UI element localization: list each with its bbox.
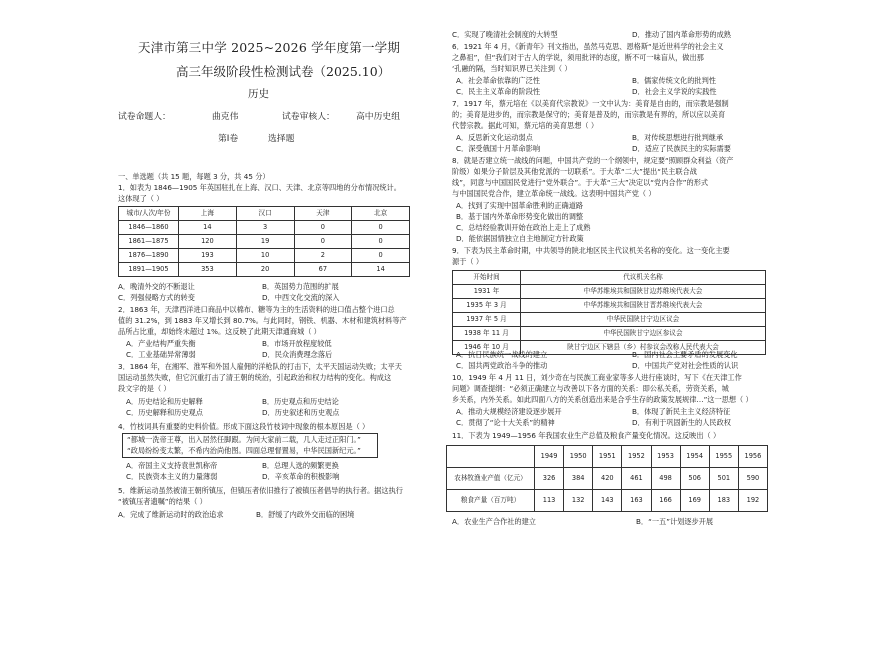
q5-option-d[interactable]: D．推动了国内革命形势的成熟 <box>632 30 731 39</box>
q11-option-a[interactable]: A．农业生产合作社的建立 <box>452 517 536 526</box>
q1-option-c[interactable]: C．列强侵略方式的转变 <box>118 293 195 302</box>
table-cell: 0 <box>352 235 410 249</box>
table-cell: 0 <box>352 221 410 235</box>
table-cell: 166 <box>651 490 680 512</box>
q1-header-cell: 汉口 <box>236 207 294 221</box>
table-cell: 163 <box>622 490 651 512</box>
table-cell: 1938 年 11 月 <box>453 327 521 341</box>
q6-stem-2: 之鼻祖”，但“我们对于古人的学说，须用批评的态度，断不可一味盲从，做出那 <box>452 53 704 62</box>
q2-stem-3: 品所占比重，却始终未超过 1%。这反映了此期天津通商城（ ） <box>118 327 321 336</box>
q8-option-c[interactable]: C．总结经验教训开始在政治上走上了成熟 <box>456 223 591 232</box>
q9-header-cell: 开始时间 <box>453 271 521 285</box>
table-cell: 192 <box>738 490 767 512</box>
q9-option-d[interactable]: D．中国共产党对社会性质的认识 <box>632 361 739 370</box>
q4-quote-box <box>122 433 378 458</box>
table-row <box>447 468 768 490</box>
table-cell: 384 <box>564 468 593 490</box>
volume-label: 第Ⅰ卷 <box>218 134 239 144</box>
q1-table <box>118 206 410 277</box>
year-cell: 1949 <box>535 446 564 468</box>
q9-stem-2: 源于（ ） <box>452 257 484 266</box>
table-cell: 1861—1875 <box>119 235 179 249</box>
q1-header-cell: 北京 <box>352 207 410 221</box>
q8-option-b[interactable]: B．基于国内外革命形势变化做出的调整 <box>456 212 584 221</box>
table-row <box>453 327 766 341</box>
q8-stem-3: 线”，同意与中国国民党进行“党外联合”。于大革“三大”决定以“党内合作”的形式 <box>452 178 709 187</box>
q11-stem: 11．下表为 1949—1956 年我国农业生产总值及粮食产量变化情况。这反映出（ ） <box>452 431 721 440</box>
q3-stem-2: 国运动虽然失败，但它沉重打击了清王朝的统治，引起政治和权力结构的变化。构成这 <box>118 373 392 382</box>
q9-option-b[interactable]: B．国内社会主要矛盾的发展变化 <box>632 350 738 359</box>
table-cell: 2 <box>294 249 352 263</box>
q11-table-header <box>447 446 768 468</box>
q2-option-b[interactable]: B．市场开放程度较低 <box>262 339 332 348</box>
year-cell: 1954 <box>680 446 709 468</box>
table-cell: 183 <box>709 490 738 512</box>
q3-option-a[interactable]: A．历史结论和历史解释 <box>126 397 203 406</box>
q6-option-a[interactable]: A．社会革命依靠的广泛性 <box>456 76 540 85</box>
table-cell: 陕甘宁边区下辖县（乡）村参议会改称人民代表大会 <box>521 341 766 355</box>
table-cell: 326 <box>535 468 564 490</box>
table-cell: 67 <box>294 263 352 277</box>
q7-option-b[interactable]: B．对传统思想进行批判继承 <box>632 133 724 142</box>
table-cell: 中华民国陕甘宁边区议会 <box>521 313 766 327</box>
year-cell: 1953 <box>651 446 680 468</box>
q7-option-c[interactable]: C．深受俄国十月革命影响 <box>456 144 541 153</box>
q7-option-d[interactable]: D．适应了民族民主的实际需要 <box>632 144 731 153</box>
q10-stem-1: 10．1949 年 4 月 11 日，刘少奇在与民族工商业家等多人进行座谈时，写下《在天津工作 <box>452 373 742 382</box>
reviewer-label: 试卷审核人： <box>282 112 335 122</box>
table-cell: 19 <box>236 235 294 249</box>
table-cell: 353 <box>179 263 237 277</box>
q1-option-a[interactable]: A．晚清外交的不断退让 <box>118 282 195 291</box>
table-cell: 506 <box>680 468 709 490</box>
year-cell: 1955 <box>709 446 738 468</box>
q6-option-c[interactable]: C．民主主义革命的阶段性 <box>456 87 541 96</box>
table-cell: 3 <box>236 221 294 235</box>
q6-option-d[interactable]: D．社会主义学说的实践性 <box>632 87 717 96</box>
year-cell: 1956 <box>738 446 767 468</box>
q8-option-d[interactable]: D．能依据国情独立自主地制定方针政策 <box>456 234 584 243</box>
table-row <box>119 249 410 263</box>
q10-option-b[interactable]: B．体现了新民主主义经济特征 <box>632 407 731 416</box>
q2-option-a[interactable]: A．产业结构严重失衡 <box>126 339 196 348</box>
q2-stem-2: 值的 31.2%，到 1883 年又增长到 80.7%。与此同时，钢铁、机器、木材和建筑材料等产 <box>118 316 407 325</box>
q3-option-b[interactable]: B．历史观点和历史结论 <box>262 397 339 406</box>
table-cell: 中华苏维埃共和国陕甘边苏维埃代表大会 <box>521 285 766 299</box>
q9-table <box>452 270 766 355</box>
table-cell: 10 <box>236 249 294 263</box>
table-cell: 0 <box>352 249 410 263</box>
q6-stem-1: 6．1921 年 4 月，《新青年》刊文指出，虽然马克思、恩格斯“是近世科学的社会主义 <box>452 42 724 51</box>
q1-stem: 1．如表为 1846—1905 年英国驻扎在上海、汉口、天津、北京等四地的分布情况统计。 <box>118 183 401 192</box>
q9-stem-1: 9．下表为民主革命时期，中共领导的陕北地区民主代议机关名称的变化。这一变化主要 <box>452 246 730 255</box>
table-cell: 1891—1905 <box>119 263 179 277</box>
table-row <box>447 490 768 512</box>
q9-option-a[interactable]: A．抗日民族统一战线的建立 <box>456 350 548 359</box>
q3-stem-3: 段文字的是（ ） <box>118 384 171 393</box>
table-cell: 501 <box>709 468 738 490</box>
q4-quote-2: “政局纷纷变太繁，不希内治尚他图。四面总理督置易，中华民国新纪元。” <box>127 446 361 455</box>
table-cell: 461 <box>622 468 651 490</box>
q4-quote-1: “都城一洗帝王尊，出入居然任脚跟。为问大家前二载，几人走过正阳门。” <box>127 435 361 444</box>
year-cell: 1952 <box>622 446 651 468</box>
table-cell: 132 <box>564 490 593 512</box>
table-cell: 1846—1860 <box>119 221 179 235</box>
table-cell: 0 <box>294 235 352 249</box>
table-cell: 0 <box>294 221 352 235</box>
q8-stem-2: 阶级）如果分子阶层及其他党派的一切联系”。于大革“二大”提出“民主联合战 <box>452 167 697 176</box>
exam-subtitle: 高三年级阶段性检测试卷（2025.10） <box>176 64 391 79</box>
table-cell: 1937 年 5 月 <box>453 313 521 327</box>
section-title: 一、单选题（共 15 题，每题 3 分，共 45 分） <box>118 172 270 181</box>
q8-stem-1: 8．就是否建立统一战线的问题，中国共产党的一个纲领中，规定要“照顾群众利益（资产 <box>452 156 734 165</box>
table-cell: 120 <box>179 235 237 249</box>
q5-option-a[interactable]: A．完成了维新运动时的政治追求 <box>118 510 224 519</box>
table-cell: 1931 年 <box>453 285 521 299</box>
table-cell: 20 <box>236 263 294 277</box>
q8-option-a[interactable]: A．找到了实现中国革命胜利的正确道路 <box>456 201 584 210</box>
q4-option-c[interactable]: C．民族资本主义的力量薄弱 <box>126 472 218 481</box>
q3-stem-1: 3．1864 年，在湘军、淮军和外国人雇佣的洋枪队的打击下，太平天国运动失败；太平天 <box>118 362 402 371</box>
year-cell: 1951 <box>593 446 622 468</box>
setter-label: 试卷命题人： <box>118 112 171 122</box>
row-label: 农林牧渔业产值（亿元） <box>447 468 535 490</box>
q10-option-d[interactable]: D．有利于巩固新生的人民政权 <box>632 418 731 427</box>
reviewer-name: 高中历史组 <box>356 112 400 122</box>
q6-stem-3: ‘孔融的隔，当时知识界已关注到（ ） <box>452 64 572 73</box>
q1-header-cell: 上海 <box>179 207 237 221</box>
q5-stem-2: “被镇压者遗嘱”的结果（ ） <box>118 497 207 506</box>
q4-option-a[interactable]: A．帝国主义支持袁世凯称帝 <box>126 461 218 470</box>
q1-option-b[interactable]: B．英国势力范围的扩展 <box>262 282 339 291</box>
table-cell: 中华民国陕甘宁边区参议会 <box>521 327 766 341</box>
table-cell: 113 <box>535 490 564 512</box>
q1-table-header <box>119 207 410 221</box>
volume-type: 选择题 <box>268 134 295 144</box>
q11-table <box>446 445 768 512</box>
q3-option-c[interactable]: C．历史解释和历史观点 <box>126 408 203 417</box>
q1-header-cell: 城市/人次/年份 <box>119 207 179 221</box>
q6-option-b[interactable]: B．儒家传统文化的批判性 <box>632 76 716 85</box>
year-cell: 1950 <box>564 446 593 468</box>
exam-subject: 历史 <box>248 88 269 100</box>
q1-stem-2: 这体现了（ ） <box>118 194 164 203</box>
table-row <box>453 285 766 299</box>
table-cell: 1876—1890 <box>119 249 179 263</box>
q1-option-d[interactable]: D．中西文化交流的深入 <box>262 293 340 302</box>
q4-option-b[interactable]: B．总理人选的频繁更换 <box>262 461 339 470</box>
q9-option-c[interactable]: C．国共两党政治斗争的推动 <box>456 361 548 370</box>
q7-stem-3: 代替宗教。据此可知，蔡元培的美育思想（ ） <box>452 121 599 130</box>
exam-title: 天津市第三中学 2025~2026 学年度第一学期 <box>138 40 401 55</box>
q8-stem-4: 与中国国民党合作，建立革命统一战线。这表明中国共产党（ ） <box>452 189 656 198</box>
q3-option-d[interactable]: D．历史叙述和历史观点 <box>262 408 340 417</box>
q2-stem-1: 2．1863 年，天津西洋进口商品中以棉布、糖等为主的生活资料的进口值占整个进口总 <box>118 305 395 314</box>
row-label: 粮食产量（百万吨） <box>447 490 535 512</box>
q10-stem-2: 问题》调查提纲：“必须正确建立与改善以下各方面的关系：即公私关系，劳资关系，城 <box>452 384 729 393</box>
table-cell: 590 <box>738 468 767 490</box>
table-cell: 193 <box>179 249 237 263</box>
q1-header-cell: 天津 <box>294 207 352 221</box>
table-cell: 14 <box>179 221 237 235</box>
table-cell <box>447 446 535 468</box>
q7-option-a[interactable]: A．反思新文化运动弱点 <box>456 133 533 142</box>
table-row <box>119 235 410 249</box>
q10-stem-3: 乡关系，内外关系。如此四面八方的关系创造出来是合乎生存的政策发展规律…”这一思想（ ） <box>452 395 753 404</box>
table-cell: 1946 年 10 月 <box>453 341 521 355</box>
table-cell: 169 <box>680 490 709 512</box>
table-row <box>453 299 766 313</box>
q10-option-c[interactable]: C．贯彻了“论十大关系”的精神 <box>456 418 555 427</box>
table-cell: 498 <box>651 468 680 490</box>
table-cell: 14 <box>352 263 410 277</box>
table-cell: 420 <box>593 468 622 490</box>
table-row <box>119 263 410 277</box>
q9-header-cell: 代议机关名称 <box>521 271 766 285</box>
q7-stem-1: 7．1917 年，蔡元培在《以美育代宗教说》一文中认为：美育是自由的，而宗教是强制 <box>452 99 729 108</box>
table-cell: 143 <box>593 490 622 512</box>
q10-option-a[interactable]: A．推动大规模经济建设逐步展开 <box>456 407 562 416</box>
q4-option-d[interactable]: D．辛亥革命的积极影响 <box>262 472 340 481</box>
q7-stem-2: 的；美育是进步的，而宗教是保守的；美育是普及的，而宗教是有界的，所以应以美育 <box>452 110 726 119</box>
table-cell: 1935 年 3 月 <box>453 299 521 313</box>
q5-stem-1: 5．维新运动虽然被清王朝所镇压，但镇压者依旧推行了被镇压者倡导的执行者。据这执行 <box>118 486 403 495</box>
q2-option-d[interactable]: D．民众消费理念落后 <box>262 350 333 359</box>
q9-table-header <box>453 271 766 285</box>
q5-option-b[interactable]: B．舒缓了内政外交而临的困境 <box>256 510 355 519</box>
setter-name: 曲克伟 <box>212 112 239 122</box>
table-row <box>119 221 410 235</box>
q4-stem: 4．竹枝词具有重要的史料价值。形成下面这段竹枝词中现象的根本原因是（ ） <box>118 422 370 431</box>
table-cell: 中华苏维埃共和国陕甘晋苏维埃代表大会 <box>521 299 766 313</box>
q5-option-c[interactable]: C．实现了晚清社会制度的大转型 <box>452 30 558 39</box>
q11-option-b[interactable]: B．“一五”计划逐步开展 <box>636 517 714 526</box>
table-row <box>453 313 766 327</box>
q2-option-c[interactable]: C．工业基础异常薄弱 <box>126 350 196 359</box>
